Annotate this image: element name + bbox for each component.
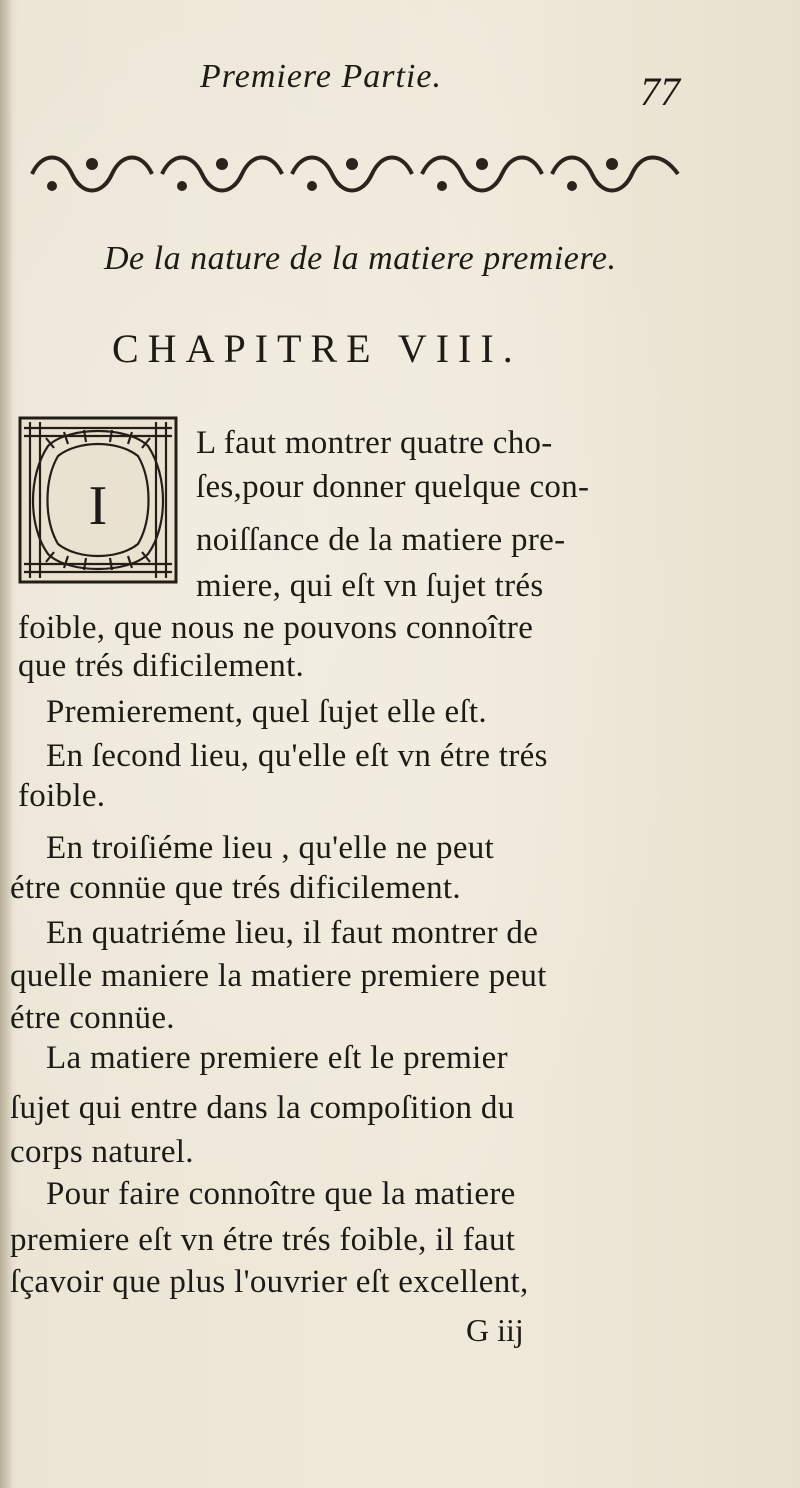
text-line: En ſecond lieu, qu'elle eſt vn étre trés xyxy=(46,738,548,774)
chapter-heading: CHAPITRE VIII. xyxy=(112,326,522,371)
text-line: quelle maniere la matiere premiere peut xyxy=(10,958,547,994)
drop-cap-letter: I xyxy=(88,475,108,537)
text-line: corps naturel. xyxy=(10,1134,194,1170)
text-line: ſujet qui entre dans la compoſition du xyxy=(10,1090,515,1126)
running-head: Premiere Partie. xyxy=(200,58,442,95)
text-line: Premierement, quel ſujet elle eſt. xyxy=(46,694,487,730)
text-line: ſes,pour donner quelque con- xyxy=(196,469,590,505)
text-line: Pour faire connoître que la matiere xyxy=(46,1176,516,1212)
text-line: premiere eſt vn étre trés foible, il faut xyxy=(10,1222,516,1258)
text-line: En quatriéme lieu, il faut montrer de xyxy=(46,915,539,951)
text-line: La matiere premiere eſt le premier xyxy=(46,1040,508,1076)
text-line: étre connüe que trés dificilement. xyxy=(10,870,461,906)
text-line: que trés dificilement. xyxy=(18,648,305,684)
text-line: ſçavoir que plus l'ouvrier eſt excellent, xyxy=(10,1264,529,1300)
headpiece-ornament xyxy=(22,148,688,200)
decorated-initial xyxy=(18,416,178,584)
signature-mark: G iij xyxy=(466,1312,524,1348)
text-line: foible. xyxy=(18,778,106,814)
text-line: L faut montrer quatre cho- xyxy=(196,425,553,461)
text-line: En troiſiéme lieu , qu'elle ne peut xyxy=(46,830,495,866)
text-line: miere, qui eſt vn ſujet trés xyxy=(196,568,544,604)
text-line: étre connüe. xyxy=(10,1000,175,1036)
text-line: foible, que nous ne pouvons connoître xyxy=(18,610,534,646)
text-line: noiſſance de la matiere pre- xyxy=(196,522,566,558)
section-title: De la nature de la matiere premiere. xyxy=(104,240,617,277)
page-number: 77 xyxy=(640,69,680,114)
